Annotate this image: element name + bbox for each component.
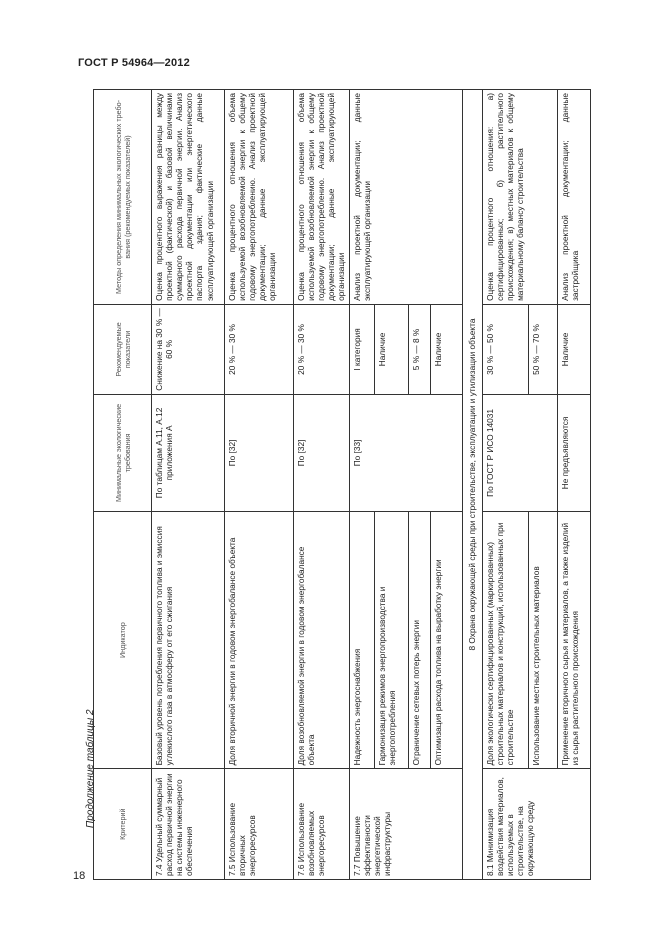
indicator-cell: Гармонизация режимов энергопроизводства и энергопотребления bbox=[375, 511, 409, 769]
criterion-cell: 7.5 Использование вторичных энергоресурсов bbox=[225, 769, 294, 880]
criterion-cell: 7.7 Повышение эффективности энергетической инфраструктуры bbox=[350, 769, 463, 880]
table-header-row bbox=[94, 90, 152, 880]
table-row bbox=[294, 90, 350, 880]
table-row bbox=[350, 90, 375, 880]
table-caption: Продолжение таблицы 2 bbox=[85, 709, 96, 828]
min-req-cell: По таблицам А.11, А.12 приложения А bbox=[152, 394, 225, 511]
requirements-table bbox=[93, 89, 591, 880]
recommended-cell: Наличие bbox=[375, 304, 409, 394]
recommended-cell: 30 % — 50 % bbox=[483, 304, 529, 394]
recommended-cell: Наличие bbox=[558, 304, 591, 394]
indicator-cell: Надежность энергоснабжения bbox=[350, 511, 375, 769]
col-header-recommended: Рекомендуемые показатели bbox=[94, 304, 152, 394]
recommended-cell: 20 % — 30 % bbox=[225, 304, 294, 394]
indicator-cell: Использование местных строительных материалов bbox=[529, 511, 558, 769]
min-req-cell: По [32] bbox=[225, 394, 294, 511]
methods-cell: Оценка процентного отношения: а) сертифицированных; б) растительного происхождения; в) местных материалов к общему материальному балансу строительства bbox=[483, 90, 558, 305]
table-row bbox=[225, 90, 294, 880]
section-row bbox=[463, 90, 483, 880]
col-header-min-req: Минимальные экологические требования bbox=[94, 394, 152, 511]
section-heading: 8 Охрана окружающей среды при строительстве, эксплуатации и утилизации объекта bbox=[463, 90, 483, 880]
col-header-criterion: Критерий bbox=[94, 769, 152, 880]
recommended-cell: I категория bbox=[350, 304, 375, 394]
recommended-cell: Наличие bbox=[431, 304, 463, 394]
indicator-cell: Доля вторичной энергии в годовом энергобалансе объекта bbox=[225, 511, 294, 769]
methods-cell: Анализ проектной документации; данные эксплуатирующей организации bbox=[350, 90, 463, 305]
methods-cell: Оценка процентного отношения объема используемой возобновляемой энергии к общему годовому энергопотреблению. Анализ проектной документации; данные эксплуатирующей организации bbox=[294, 90, 350, 305]
methods-cell: Оценка процентного выражения разницы между проектной (фактической) и базовой величинами суммарного расхода первичной энергии. Анализ проектной документации или энергетического паспорта здания; фактические данные эксплуатирующей организации bbox=[152, 90, 225, 305]
rotated-table-container bbox=[93, 89, 590, 880]
indicator-cell: Доля экологически сертифицированных (маркированных) строительных материалов и конструкций, использованных при строительстве bbox=[483, 511, 529, 769]
criterion-cell: 8.1 Минимизация воздействия материалов, используемых в строительстве, на окружающую среду bbox=[483, 769, 591, 880]
col-header-indicator: Индикатор bbox=[94, 511, 152, 769]
criterion-cell: 7.6 Использование возобновляемых энергоресурсов bbox=[294, 769, 350, 880]
recommended-cell: Снижение на 30 % — 60 % bbox=[152, 304, 225, 394]
indicator-cell: Оптимизация расхода топлива на выработку энергии bbox=[431, 511, 463, 769]
min-req-cell: По [32] bbox=[294, 394, 350, 511]
min-req-cell: По ГОСТ Р ИСО 14031 bbox=[483, 394, 558, 511]
methods-cell: Анализ проектной документации; данные застройщика bbox=[558, 90, 591, 305]
page-number: 18 bbox=[73, 870, 86, 882]
table-row bbox=[483, 90, 529, 880]
indicator-cell: Применение вторичного сырья и материалов, а также изделий из сырья растительного происхождения bbox=[558, 511, 591, 769]
indicator-cell: Доля возобновляемой энергии в годовом энергобалансе объекта bbox=[294, 511, 350, 769]
indicator-cell: Ограничение сетевых потерь энергии bbox=[409, 511, 431, 769]
recommended-cell: 50 % — 70 % bbox=[529, 304, 558, 394]
methods-cell: Оценка процентного отношения объема используемой возобновляемой энергии к общему годовому энергопотреблению. Анализ проектной документации; данные эксплуатирующей организации bbox=[225, 90, 294, 305]
table-row bbox=[152, 90, 225, 880]
min-req-cell: По [33] bbox=[350, 394, 463, 511]
document-header: ГОСТ Р 54964—2012 bbox=[78, 57, 190, 69]
table-row bbox=[558, 90, 591, 880]
min-req-cell: Не предъявляются bbox=[558, 394, 591, 511]
indicator-cell: Базовый уровень потребления первичного топлива и эмиссия углекислого газа в атмосферу от его сжигания bbox=[152, 511, 225, 769]
criterion-cell: 7.4 Удельный суммарный расход первичной энергии на системы инженерного обеспечения bbox=[152, 769, 225, 880]
recommended-cell: 5 % — 8 % bbox=[409, 304, 431, 394]
recommended-cell: 20 % — 30 % bbox=[294, 304, 350, 394]
col-header-methods: Методы определения минимальных экологических требо-вания (рекомендуемых показателей) bbox=[94, 90, 152, 305]
